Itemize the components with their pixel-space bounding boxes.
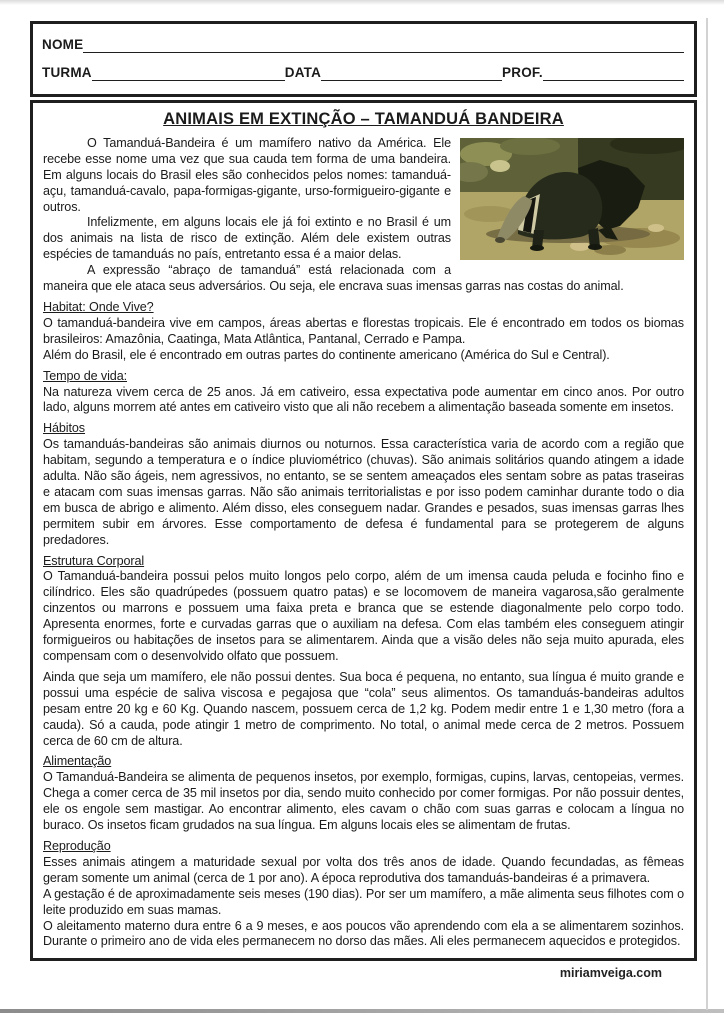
section-heading: Hábitos [43,421,86,436]
section-paragraph: A gestação é de aproximadamente seis meses (190 dias). Por ser um mamífero, a mãe alimenta seus filhotes com o leite produzido em suas mamas. [43,886,684,917]
name-label: NOME [42,37,84,52]
section-habitos [43,421,684,548]
scan-edge-top [0,0,724,5]
date-label: DATA [284,65,322,80]
name-field-row [42,31,684,53]
class-label: TURMA [42,65,92,80]
section-heading: Habitat: Onde Vive? [43,299,154,314]
section-paragraph: Esses animais atingem a maturidade sexual por volta dos três anos de idade. Quando fecundadas, as fêmeas geram somente um animal (cerca de 1 por ano). A época reprodutiva dos tamanduás-bandeiras é a primavera. [43,854,684,885]
section-paragraph: Na natureza vivem cerca de 25 anos. Já em cativeiro, essa expectativa pode aumentar em cinco anos. Por outro lado, alguns morrem até antes em cativeiro visto que ali não recebem a alimentação baseada somente em insetos. [43,384,684,415]
scan-edge-right [706,18,708,1010]
section-paragraph: O Tamanduá-bandeira possui pelos muito longos pelo corpo, além de um imensa cauda peluda e focinho fino e cilíndrico. Eles são quadrúpedes (possuem quatro patas) e se locomovem de maneira vagarosa,são geralmente cinzentos ou marrons e possuem uma faixa preta e branca que se estende diagonalmente pelo corpo todo. Apresenta enormes, forte e curvadas garras que o auxiliam na defesa. Com elas também eles conseguem atingir formigueiros ou habitações de insetos para se alimentarem. Ainda que a visão deles não seja muito apurada, eles compensam com o desenvolvido olfato que possuem. [43,569,684,663]
student-info-box [30,21,697,97]
section-heading: Tempo de vida: [43,368,128,383]
section-heading: Alimentação [43,754,112,769]
prof-blank-line[interactable] [543,66,684,81]
section-alimentacao [43,754,684,834]
section-paragraph: O tamanduá-bandeira vive em campos, áreas abertas e florestas tropicais. Ele é encontrado em todos os biomas brasileiros: Amazônia, Caatinga, Mata Atlântica, Pantanal, Cerrado e Pampa. [43,315,684,346]
name-blank-line[interactable] [83,38,684,53]
class-blank-line[interactable] [92,66,285,81]
section-reproducao [43,839,684,950]
scan-edge-bottom [0,1009,724,1013]
section-habitat [43,300,684,364]
section-paragraph: Além do Brasil, ele é encontrado em outras partes do continente americano (América do Sul e Central). [43,347,610,362]
section-paragraph: O Tamanduá-Bandeira se alimenta de pequenos insetos, por exemplo, formigas, cupins, larvas, centopeias, vermes. Chega a comer cerca de 35 mil insetos por dia, sendo muito conhecido por comer formigas. Por não possuir dentes, ele os engole sem mastigar. Ao encontrar alimento, eles cavam o chão com suas garras e colocam a língua no buraco. Os insetos ficam grudados na sua língua. Em alguns locais eles se alimentam de frutas. [43,770,684,833]
worksheet-body [30,100,697,961]
page-title: ANIMAIS EM EXTINÇÃO – TAMANDUÁ BANDEIRA [163,110,564,128]
intro-section [43,136,684,295]
intro-paragraph: Infelizmente, em alguns locais ele já foi extinto e no Brasil é um dos animais na lista de risco de extinção. Além dele existem outras espécies de tamanduás no país, entretanto essa é a maior delas. [43,215,451,262]
section-paragraph: Os tamanduás-bandeiras são animais diurnos ou noturnos. Essa característica varia de acordo com a região que habitam, segundo a temperatura e o índice pluviométrico (chuvas). São animais solitários quando atingem a idade adulta. Não são ágeis, nem agressivos, no entanto, se se sentem ameaçados eles sentam sobre as patas traseiras e atacam com suas imensas garras. Não são animais territorialistas e por isso podem caminhar durante todo o dia em busca de abrigo e alimento. Além disso, eles conseguem nadar. Grandes e pesados, suas imensas garras lhes permitem subir em árvores. Esse comportamento de defesa é fundamental para se protegerem de alguns predadores. [43,437,684,547]
section-heading: Estrutura Corporal [43,553,145,568]
class-date-prof-row [42,59,684,81]
prof-label: PROF. [502,65,543,80]
section-paragraph: Ainda que seja um mamífero, ele não possui dentes. Sua boca é pequena, no entanto, sua língua é muito grande e possui uma espécie de saliva viscosa e pegajosa que “cola” seus alimentos. Os tamanduás-bandeiras adultos pesam entre 20 kg e 60 Kg. Quando nascem, possuem cerca de 1,2 kg. Podem medir entre 1 e 1,30 metro (fora a cauda). Só a cauda, pode atingir 1 metro de comprimento. No total, o animal mede cerca de 2 metros. Possuem cerca de 60 cm de altura. [43,669,684,748]
section-estrutura-corporal [43,554,684,750]
source-credit: miriamveiga.com [559,966,662,981]
intro-paragraph: O Tamanduá-Bandeira é um mamífero nativo da América. Ele recebe esse nome uma vez que sua cauda tem forma de uma bandeira. Em alguns locais do Brasil eles são conhecidos pelos nomes: tamanduá-açu, tamanduá-cavalo, papa-formigas-gigante, urso-formigueiro-gigante e outros. [43,135,451,214]
section-paragraph: O aleitamento materno dura entre 6 a 9 meses, e aos poucos vão aprendendo com ela a se alimentarem sozinhos. Durante o primeiro ano de vida eles permanecem no dorso das mães. Ali eles permanecem aquecidos e protegidos. [43,918,684,949]
section-tempo-de-vida [43,369,684,417]
intro-paragraph: A expressão “abraço de tamanduá” está relacionada com a maneira que ele ataca seus adversários. Ou seja, ele encrava suas imensas garras nas costas do animal. [43,263,624,294]
date-blank-line[interactable] [321,66,502,81]
section-heading: Reprodução [43,838,111,853]
anteater-photo [460,138,684,260]
